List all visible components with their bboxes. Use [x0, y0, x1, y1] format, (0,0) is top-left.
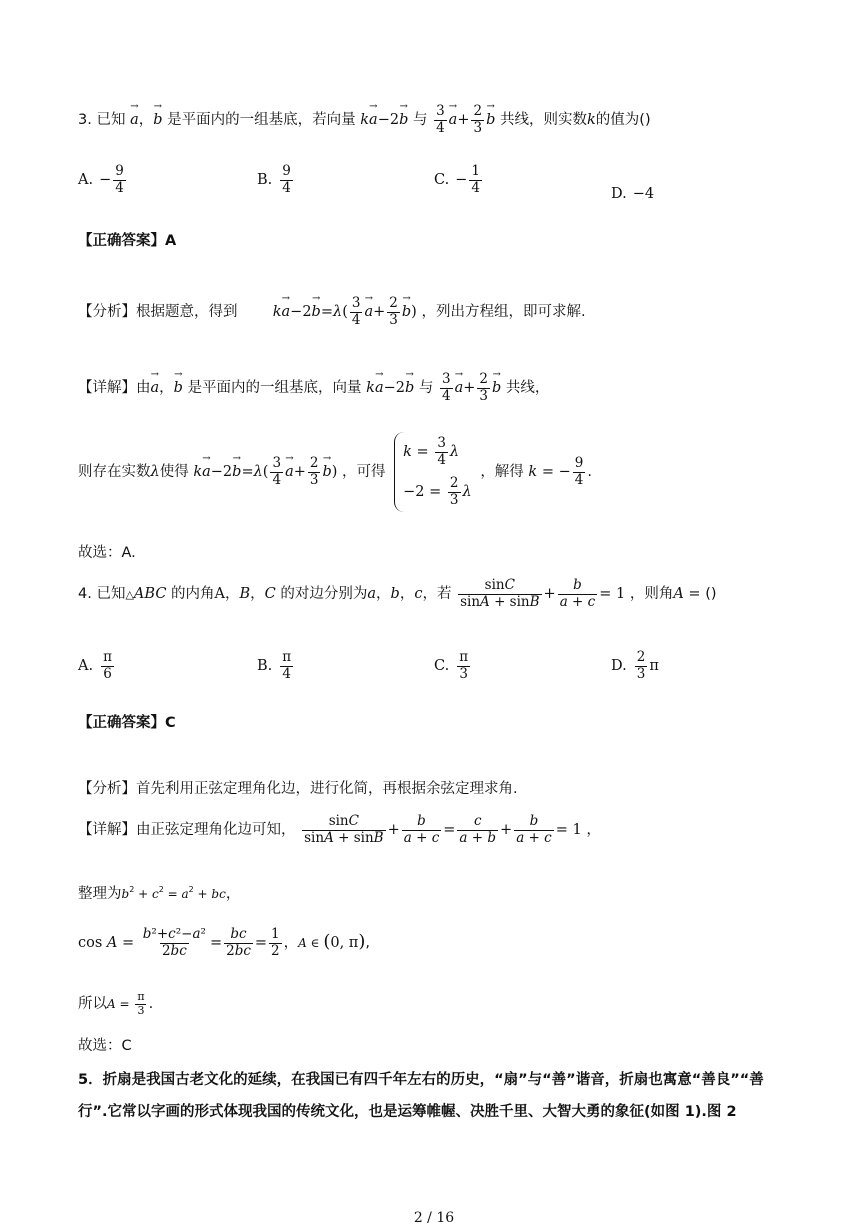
q4-answer: 【正确答案】C [78, 715, 176, 731]
q3-number: 3. [78, 112, 92, 129]
q4-conclusion: 故选：C [78, 1038, 132, 1054]
q3-option-a: A. − $\frac{9}{4}$ [78, 163, 124, 196]
q3-option-d: D. −4 [611, 186, 655, 202]
q3-conclusion: 故选：A. [78, 545, 136, 561]
equation-system: k = $\frac{3}{4}$ λ −2 = $\frac{2}{3}$ λ [394, 432, 472, 512]
q4-cos: cos A = $\frac{\text{b²+c²−a²}}{2bc}$ = $\frac{bc}{2bc}$ = $\frac{1}{2}$ ，A ∈ (0, π), [78, 926, 370, 959]
q4-option-b: B. $\frac{\pi}{4}$ [257, 649, 292, 682]
q3-option-b: B. $\frac{9}{4}$ [257, 163, 291, 196]
q4-analysis: 【分析】首先利用正弦定理角化边，进行化简，再根据余弦定理求角. [78, 781, 518, 797]
q3-option-c: C. − $\frac{1}{4}$ [434, 163, 480, 196]
q3-detail-2: 则存在实数λ使得 k→ a−2→ b=λ( $\frac{3}{4}$ → a+ $\frac{2}{3}$ → b) ，可得 k = $\frac{3}{4}$ λ −2 = $\frac{2}{3}$ λ ，解得 k = − $\frac{9}{4}$ . [78, 432, 592, 512]
q3-detail-1: 【详解】由→ a，→ b 是平面内的一组基底，向量 k→ a−2→ b 与 $\frac{3}{4}$ → a+ $\frac{2}{3}$ → b 共线， [78, 372, 549, 404]
q3-stem: 3. 已知 → a，→ b 是平面内的一组基底，若向量 k→ a−2→ b 与 $\frac{3}{4}$ → a+ $\frac{2}{3}$ → b 共线，则实数k的值为() [78, 104, 651, 136]
page-number: 2 / 16 [413, 1210, 455, 1226]
q4-option-c: C. $\frac{\pi}{3}$ [434, 649, 469, 682]
q4-detail-1: 【详解】由正弦定理角化边可知， $\frac{\sin C}{\sin A + \sin B}$ + $\frac{b}{a + c}$ = $\frac{c}{a + b}$ + $\frac{b}{a + c}$ = 1 ， [78, 813, 601, 846]
q4-option-d: D. $\frac{2}{3}$ π [611, 649, 659, 682]
q3-answer: 【正确答案】A [78, 233, 177, 249]
q5-line-1: 5．折扇是我国古老文化的延续，在我国已有四千年左右的历史，“扇”与“善”谐音，折扇也寓意“善良”“善 [78, 1072, 764, 1088]
q4-arrange: 整理为$b^2 + c^2 = a^2$ + bc， [78, 885, 241, 902]
q4-stem: 4. 已知△ABC 的内角A，B，C 的对边分别为a，b，c，若 $\frac{\sin C}{\sin A + \sin B}$ + $\frac{b}{a + c}$ = 1 ，则角A = () [78, 577, 717, 610]
q4-option-a: A. $\frac{\pi}{6}$ [78, 649, 112, 682]
q4-so: 所以A = $\frac{\pi}{3}$ . [78, 990, 154, 1017]
q3-analysis: 【分析】根据题意，得到 k→ a−2→ b=λ( $\frac{3}{4}$ → a+ $\frac{2}{3}$ → b) ，列出方程组，即可求解. [78, 296, 586, 328]
q5-line-2: 行”.它常以字画的形式体现我国的传统文化，也是运筹帷幄、决胜千里、大智大勇的象征(如图 1).图 2 [78, 1104, 737, 1120]
